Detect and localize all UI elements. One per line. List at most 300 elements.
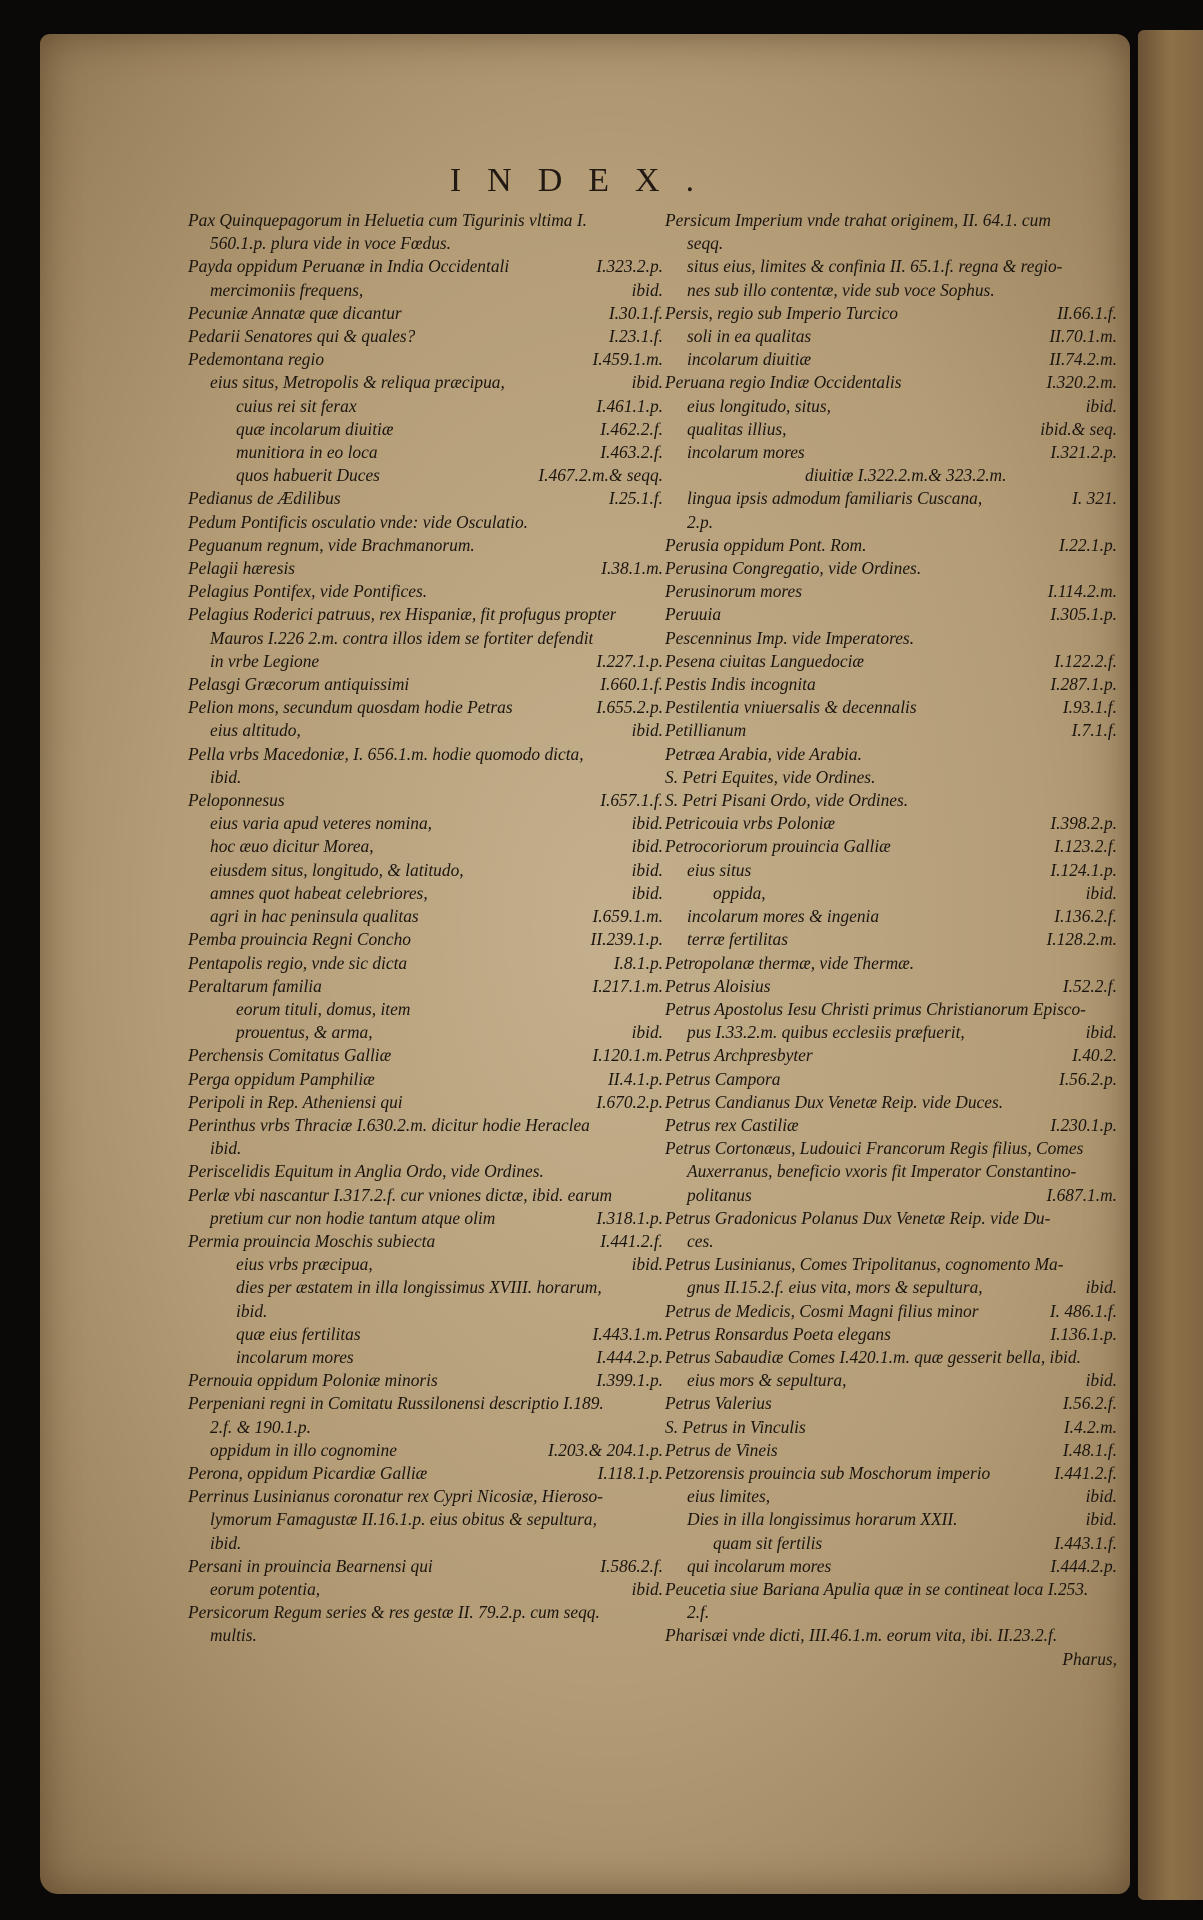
entry-reference: I.443.1.m. — [592, 1323, 663, 1344]
index-entry — [188, 952, 663, 975]
index-entry — [665, 371, 1117, 394]
entry-reference: I.398.2.p. — [1050, 813, 1117, 834]
entry-text: prouentus, & arma, — [236, 1022, 373, 1043]
entry-reference: I.4.2.m. — [1063, 1416, 1117, 1437]
index-entry — [188, 1439, 663, 1462]
entry-reference: I.30.1.f. — [608, 302, 663, 323]
entry-reference: ibid. — [631, 882, 663, 903]
entry-reference: I.7.1.f. — [1071, 720, 1117, 741]
entry-reference: II.239.1.p. — [590, 929, 663, 950]
entry-reference: ibid. — [631, 836, 663, 857]
entry-text: ces. — [687, 1230, 714, 1251]
index-entry — [188, 1392, 663, 1415]
entry-text: hoc æuo dicitur Morea, — [210, 836, 374, 857]
index-entry — [188, 743, 663, 766]
entry-reference: I.399.1.p. — [596, 1370, 663, 1391]
index-entry — [188, 673, 663, 696]
entry-text: 2.f. — [687, 1602, 710, 1623]
entry-reference: I.441.2.f. — [600, 1230, 663, 1251]
entry-text: Perinthus vrbs Thraciæ I.630.2.m. dicitur hodie Heraclea — [188, 1114, 590, 1135]
entry-reference: I.118.1.p. — [597, 1462, 663, 1483]
entry-reference: I.323.2.p. — [596, 256, 663, 277]
entry-text: Perusia oppidum Pont. Rom. — [665, 534, 867, 555]
entry-reference: I.124.1.p. — [1050, 859, 1117, 880]
entry-reference: ibid. — [631, 1254, 663, 1275]
index-entry — [188, 1091, 663, 1114]
index-entry — [188, 232, 663, 255]
index-entry — [188, 418, 663, 441]
entry-reference: ibid. — [631, 720, 663, 741]
index-entry — [665, 1624, 1117, 1647]
entry-text: Pemba prouincia Regni Concho — [188, 929, 411, 950]
index-entry — [188, 1462, 663, 1485]
entry-text: munitiora in eo loca — [236, 442, 378, 463]
entry-text: eius situs — [687, 859, 752, 880]
index-entry — [665, 255, 1117, 278]
entry-reference: ibid. — [631, 372, 663, 393]
entry-text: quam sit fertilis — [713, 1532, 823, 1553]
entry-text: Mauros I.226 2.m. contra illos idem se fortiter defendit — [210, 627, 594, 648]
entry-reference: II.70.1.m. — [1049, 326, 1117, 347]
entry-reference: I.444.2.p. — [596, 1346, 663, 1367]
entry-text: Persis, regio sub Imperio Turcico — [665, 302, 898, 323]
index-entry — [188, 534, 663, 557]
entry-text: diuitiæ I.322.2.m.& 323.2.m. — [805, 465, 1007, 486]
entry-text: eius varia apud veteres nomina, — [210, 813, 433, 834]
entry-reference: ibid. — [631, 279, 663, 300]
entry-text: Dies in illa longissimus horarum XXII. — [687, 1509, 958, 1530]
entry-text: Perlæ vbi nascantur I.317.2.f. cur vniones dictæ, ibid. earum — [188, 1184, 613, 1205]
index-entry — [188, 1068, 663, 1091]
index-entry — [665, 1416, 1117, 1439]
entry-text: agri in hac peninsula qualitas — [210, 906, 419, 927]
entry-text: soli in ea qualitas — [687, 326, 812, 347]
index-entry — [665, 1207, 1117, 1230]
index-entry — [188, 395, 663, 418]
index-entry — [665, 1044, 1117, 1067]
index-entry — [188, 279, 663, 302]
entry-reference: I.318.1.p. — [596, 1207, 663, 1228]
entry-reference: I.320.2.m. — [1046, 372, 1117, 393]
entry-text: Petrus Sabaudiæ Comes I.420.1.m. quæ gesserit bella, ibid. — [665, 1346, 1081, 1367]
entry-text: eius altitudo, — [210, 720, 301, 741]
index-entry — [665, 812, 1117, 835]
entry-text: Petrus Cortonæus, Ludouici Francorum Regis filius, Comes — [665, 1138, 1084, 1159]
index-entry — [665, 1276, 1117, 1299]
index-entry — [665, 464, 1117, 487]
index-entry — [665, 1346, 1117, 1369]
index-entry — [665, 743, 1117, 766]
entry-text: eiusdem situs, longitudo, & latitudo, — [210, 859, 464, 880]
entry-reference: ibid. — [1085, 1022, 1117, 1043]
entry-text: Petræa Arabia, vide Arabia. — [665, 743, 862, 764]
entry-text: lymorum Famagustæ II.16.1.p. eius obitus & sepultura, — [210, 1509, 597, 1530]
entry-text: pretium cur non hodie tantum atque olim — [210, 1207, 496, 1228]
entry-text: incolarum mores & ingenia — [687, 906, 880, 927]
entry-reference: I.203.& 204.1.p. — [548, 1439, 663, 1460]
entry-text: 2.f. & 190.1.p. — [210, 1416, 311, 1437]
index-entry — [188, 1485, 663, 1508]
index-entry — [665, 487, 1117, 510]
entry-text: Petrus Valerius — [665, 1393, 772, 1414]
index-entry — [188, 464, 663, 487]
entry-text: Petrus Ronsardus Poeta elegans — [665, 1323, 891, 1344]
entry-text: incolarum diuitiæ — [687, 349, 812, 370]
entry-text: incolarum mores — [687, 442, 805, 463]
index-entry — [188, 1346, 663, 1369]
index-entry — [188, 1276, 663, 1299]
index-entry — [665, 1601, 1117, 1624]
entry-reference: I.670.2.p. — [596, 1091, 663, 1112]
entry-text: S. Petri Equites, vide Ordines. — [665, 766, 876, 787]
entry-text: ibid. — [210, 1138, 242, 1159]
index-entry — [665, 1021, 1117, 1044]
index-entry — [665, 302, 1117, 325]
index-entry — [665, 1137, 1117, 1160]
entry-text: Peucetia siue Bariana Apulia quæ in se contineat loca I.253. — [665, 1578, 1089, 1599]
entry-text: in vrbe Legione — [210, 650, 320, 671]
entry-text: Petrus Lusinianus, Comes Tripolitanus, cognomento Ma- — [665, 1254, 1064, 1275]
entry-reference: I.462.2.f. — [600, 418, 663, 439]
index-entry — [665, 1485, 1117, 1508]
entry-text: Perpeniani regni in Comitatu Russilonensi descriptio I.189. — [188, 1393, 604, 1414]
entry-text: Perrinus Lusinianus coronatur rex Cypri Nicosiæ, Hieroso- — [188, 1486, 603, 1507]
index-entry — [665, 1184, 1117, 1207]
entry-text: lingua ipsis admodum familiaris Cuscana, — [687, 488, 983, 509]
index-entry — [188, 1601, 663, 1624]
entry-reference: I.128.2.m. — [1046, 929, 1117, 950]
index-entry — [188, 580, 663, 603]
entry-text: mercimoniis frequens, — [210, 279, 364, 300]
entry-text: nes sub illo contentæ, vide sub voce Sophus. — [687, 279, 995, 300]
index-entry — [188, 1323, 663, 1346]
entry-text: Petropolanæ thermæ, vide Thermæ. — [665, 952, 915, 973]
entry-reference: I.136.2.f. — [1054, 906, 1117, 927]
entry-text: ibid. — [236, 1300, 268, 1321]
entry-reference: I.287.1.p. — [1050, 674, 1117, 695]
entry-reference: ibid. — [631, 1022, 663, 1043]
entry-text: multis. — [210, 1625, 257, 1646]
entry-text: Petrus rex Castiliæ — [665, 1114, 799, 1135]
entry-reference: I.230.1.p. — [1050, 1114, 1117, 1135]
index-entry — [665, 1648, 1117, 1671]
index-entry — [665, 1323, 1117, 1346]
index-entry — [188, 882, 663, 905]
entry-text: Petricouia vrbs Poloniæ — [665, 813, 836, 834]
index-entry — [665, 928, 1117, 951]
index-entry — [188, 441, 663, 464]
index-entry — [665, 1555, 1117, 1578]
index-entry — [665, 580, 1117, 603]
entry-reference: I.305.1.p. — [1050, 604, 1117, 625]
index-entry — [188, 905, 663, 928]
index-entry — [188, 650, 663, 673]
index-entry — [665, 1253, 1117, 1276]
entry-text: quos habuerit Duces — [236, 465, 380, 486]
entry-reference: I.586.2.f. — [600, 1555, 663, 1576]
entry-reference: I.441.2.f. — [1054, 1462, 1117, 1483]
index-entry — [188, 1160, 663, 1183]
entry-text: Pescenninus Imp. vide Imperatores. — [665, 627, 915, 648]
entry-reference: ibid.& seq. — [1040, 418, 1117, 439]
entry-reference: I.136.1.p. — [1050, 1323, 1117, 1344]
index-entry — [665, 1369, 1117, 1392]
entry-text: Persicorum Regum series & res gestæ II. 79.2.p. cum seqq. — [188, 1602, 600, 1623]
index-entry — [188, 603, 663, 626]
index-entry — [188, 998, 663, 1021]
index-entry — [188, 696, 663, 719]
index-entry — [665, 650, 1117, 673]
entry-reference: I.459.1.m. — [592, 349, 663, 370]
entry-text: Peripoli in Rep. Atheniensi qui — [188, 1091, 403, 1112]
entry-reference: ibid. — [631, 1578, 663, 1599]
index-entry — [188, 975, 663, 998]
index-entry — [665, 673, 1117, 696]
entry-text: Pestis Indis incognita — [665, 674, 816, 695]
entry-text: 560.1.p. plura vide in voce Fœdus. — [210, 233, 452, 254]
index-entry — [665, 1300, 1117, 1323]
entry-text: Petillianum — [665, 720, 747, 741]
entry-text: Pedarii Senatores qui & quales? — [188, 326, 416, 347]
index-entry — [188, 1300, 663, 1323]
index-entry — [188, 255, 663, 278]
index-entry — [188, 627, 663, 650]
entry-reference: I.657.1.f. — [600, 790, 663, 811]
index-entry — [188, 835, 663, 858]
index-entry — [665, 209, 1117, 232]
entry-reference: I.52.2.f. — [1062, 975, 1117, 996]
index-entry — [188, 859, 663, 882]
entry-reference: I.23.1.f. — [608, 326, 663, 347]
entry-text: Pedianus de Ædilibus — [188, 488, 341, 509]
index-entry — [188, 766, 663, 789]
entry-text: oppida, — [713, 882, 766, 903]
entry-text: Pecuniæ Annatæ quæ dicantur — [188, 302, 402, 323]
index-entry — [665, 952, 1117, 975]
entry-text: ibid. — [210, 1532, 242, 1553]
entry-text: Pedum Pontificis osculatio vnde: vide Osculatio. — [188, 511, 529, 532]
entry-reference: I.56.2.p. — [1059, 1068, 1117, 1089]
entry-text: Petrus Aloisius — [665, 975, 771, 996]
adjacent-page-edge — [1138, 30, 1203, 1900]
index-entry — [188, 487, 663, 510]
entry-text: Peruuia — [665, 604, 722, 625]
entry-text: eius limites, — [687, 1486, 771, 1507]
entry-reference: I. 321. — [1072, 488, 1117, 509]
index-entry — [188, 325, 663, 348]
entry-text: seqq. — [687, 233, 724, 254]
index-entry — [665, 1462, 1117, 1485]
index-entry — [188, 1555, 663, 1578]
entry-reference: I.467.2.m.& seqq. — [538, 465, 663, 486]
entry-text: Pelagius Roderici patruus, rex Hispaniæ, fit profugus propter — [188, 604, 617, 625]
index-entry — [665, 1508, 1117, 1531]
entry-text: Persani in prouincia Bearnensi qui — [188, 1555, 433, 1576]
entry-text: Petrus Campora — [665, 1068, 781, 1089]
entry-reference: I.443.1.f. — [1054, 1532, 1117, 1553]
entry-text: Pella vrbs Macedoniæ, I. 656.1.m. hodie quomodo dicta, — [188, 743, 584, 764]
entry-text: politanus — [687, 1184, 752, 1205]
index-entry — [665, 627, 1117, 650]
index-entry — [188, 557, 663, 580]
index-entry — [665, 1091, 1117, 1114]
entry-text: Pelagius Pontifex, vide Pontifices. — [188, 581, 428, 602]
entry-reference: ibid. — [1085, 1277, 1117, 1298]
index-entry — [665, 441, 1117, 464]
entry-reference: I.38.1.m. — [601, 558, 663, 579]
index-entry — [188, 371, 663, 394]
entry-text: oppidum in illo cognomine — [210, 1439, 397, 1460]
index-entry — [188, 928, 663, 951]
entry-text: 2.p. — [687, 511, 714, 532]
index-entry — [665, 719, 1117, 742]
index-entry — [665, 998, 1117, 1021]
index-entry — [188, 719, 663, 742]
index-entry — [665, 859, 1117, 882]
entry-text: Persicum Imperium vnde trahat originem, II. 64.1. cum — [665, 210, 1051, 230]
entry-text: S. Petri Pisani Ordo, vide Ordines. — [665, 790, 909, 811]
entry-text: Petrus Archpresbyter — [665, 1045, 813, 1066]
entry-text: Petzorensis prouincia sub Moschorum imperio — [665, 1462, 991, 1483]
entry-text: Perchensis Comitatus Galliæ — [188, 1045, 392, 1066]
entry-text: Perga oppidum Pamphiliæ — [188, 1068, 375, 1089]
entry-text: Peraltarum familia — [188, 975, 322, 996]
entry-reference: I.122.2.f. — [1054, 650, 1117, 671]
entry-reference: Pharus, — [1062, 1648, 1117, 1669]
index-entry — [665, 1578, 1117, 1601]
index-entry — [188, 511, 663, 534]
index-entry — [188, 812, 663, 835]
entry-text: Peguanum regnum, vide Brachmanorum. — [188, 534, 475, 555]
index-entry — [188, 209, 663, 232]
entry-text: Petrocoriorum prouincia Galliæ — [665, 836, 891, 857]
entry-reference: ibid. — [631, 813, 663, 834]
entry-text: situs eius, limites & confinia II. 65.1.f. regna & regio- — [687, 256, 1063, 277]
entry-reference: I.444.2.p. — [1050, 1555, 1117, 1576]
index-entry — [665, 1160, 1117, 1183]
entry-reference: I. 486.1.f. — [1049, 1300, 1117, 1321]
index-entry — [665, 603, 1117, 626]
entry-text: eius mors & sepultura, — [687, 1370, 847, 1391]
entry-text: eorum potentia, — [210, 1578, 321, 1599]
index-entry — [665, 1439, 1117, 1462]
index-entry — [188, 1021, 663, 1044]
left-index-column — [188, 209, 663, 1648]
entry-text: Pentapolis regio, vnde sic dicta — [188, 952, 408, 973]
index-entry — [665, 975, 1117, 998]
index-entry — [188, 1207, 663, 1230]
index-entry — [665, 557, 1117, 580]
entry-reference: I.123.2.f. — [1054, 836, 1117, 857]
entry-text: S. Petrus in Vinculis — [665, 1416, 806, 1437]
index-entry — [665, 905, 1117, 928]
index-entry — [188, 1114, 663, 1137]
index-entry — [188, 789, 663, 812]
entry-reference: I.217.1.m. — [592, 975, 663, 996]
index-entry — [665, 1392, 1117, 1415]
entry-text: Peruana regio Indiæ Occidentalis — [665, 372, 902, 393]
entry-reference: II.74.2.m. — [1049, 349, 1117, 370]
index-page — [40, 34, 1130, 1894]
index-entry — [665, 418, 1117, 441]
entry-reference: I.321.2.p. — [1050, 442, 1117, 463]
entry-reference: I.40.2. — [1072, 1045, 1117, 1066]
index-entry — [665, 696, 1117, 719]
index-entry — [665, 232, 1117, 255]
entry-text: eius longitudo, situs, — [687, 395, 831, 416]
entry-text: Pax Quinquepagorum in Heluetia cum Tigurinis vltima I. — [188, 210, 587, 230]
entry-text: Pelion mons, secundum quosdam hodie Petras — [188, 697, 513, 718]
index-entry — [665, 882, 1117, 905]
entry-text: eorum tituli, domus, item — [236, 998, 411, 1019]
entry-reference: I.120.1.m. — [592, 1045, 663, 1066]
entry-reference: I.48.1.f. — [1062, 1439, 1117, 1460]
entry-text: Petrus de Vineis — [665, 1439, 778, 1460]
entry-reference: I.461.1.p. — [596, 395, 663, 416]
entry-text: cuius rei sit ferax — [236, 395, 357, 416]
entry-reference: II.4.1.p. — [607, 1068, 663, 1089]
index-entry — [665, 511, 1117, 534]
index-entry — [188, 1508, 663, 1531]
index-entry — [665, 766, 1117, 789]
entry-text: ibid. — [210, 766, 242, 787]
entry-text: Peloponnesus — [188, 790, 285, 811]
entry-text: quæ eius fertilitas — [236, 1323, 361, 1344]
index-entry — [188, 1184, 663, 1207]
entry-text: Payda oppidum Peruanæ in India Occidentali — [188, 256, 510, 277]
entry-text: Petrus Candianus Dux Venetæ Reip. vide Duces. — [665, 1091, 1004, 1112]
index-entry — [665, 1068, 1117, 1091]
entry-text: Perusinorum mores — [665, 581, 803, 602]
entry-reference: I.655.2.p. — [596, 697, 663, 718]
entry-reference: I.659.1.m. — [592, 906, 663, 927]
index-entry — [665, 348, 1117, 371]
entry-reference: ibid. — [1085, 1370, 1117, 1391]
entry-reference: ibid. — [1085, 1509, 1117, 1530]
entry-reference: ibid. — [1085, 1486, 1117, 1507]
entry-text: Pesena ciuitas Languedociæ — [665, 650, 864, 671]
entry-text: Periscelidis Equitum in Anglia Ordo, vide Ordines. — [188, 1161, 544, 1182]
entry-text: incolarum mores — [236, 1346, 354, 1367]
entry-reference: I.22.1.p. — [1059, 534, 1117, 555]
index-entry — [188, 1416, 663, 1439]
index-entry — [188, 348, 663, 371]
entry-reference: ibid. — [1085, 395, 1117, 416]
entry-text: Pharisæi vnde dicti, III.46.1.m. eorum vita, ibi. II.23.2.f. — [665, 1625, 1058, 1646]
index-entry — [665, 1230, 1117, 1253]
entry-text: Pelasgi Græcorum antiquissimi — [188, 674, 410, 695]
index-entry — [188, 1137, 663, 1160]
index-entry — [665, 789, 1117, 812]
entry-text: Pedemontana regio — [188, 349, 325, 370]
entry-reference: I.114.2.m. — [1047, 581, 1117, 602]
entry-text: eius situs, Metropolis & reliqua præcipua, — [210, 372, 505, 393]
entry-text: qualitas illius, — [687, 418, 787, 439]
entry-reference: I.25.1.f. — [608, 488, 663, 509]
index-entry — [188, 1532, 663, 1555]
entry-reference: I.660.1.f. — [600, 674, 663, 695]
index-entry — [188, 1230, 663, 1253]
entry-reference: II.66.1.f. — [1057, 302, 1117, 323]
entry-text: Perusina Congregatio, vide Ordines. — [665, 558, 922, 579]
entry-text: quæ incolarum diuitiæ — [236, 418, 394, 439]
index-entry — [188, 1578, 663, 1601]
entry-reference: ibid. — [1085, 882, 1117, 903]
index-entry — [665, 279, 1117, 302]
page-title: INDEX. — [449, 162, 721, 199]
entry-text: Petrus Apostolus Iesu Christi primus Christianorum Episco- — [665, 998, 1086, 1019]
entry-reference: I.93.1.f. — [1062, 697, 1117, 718]
